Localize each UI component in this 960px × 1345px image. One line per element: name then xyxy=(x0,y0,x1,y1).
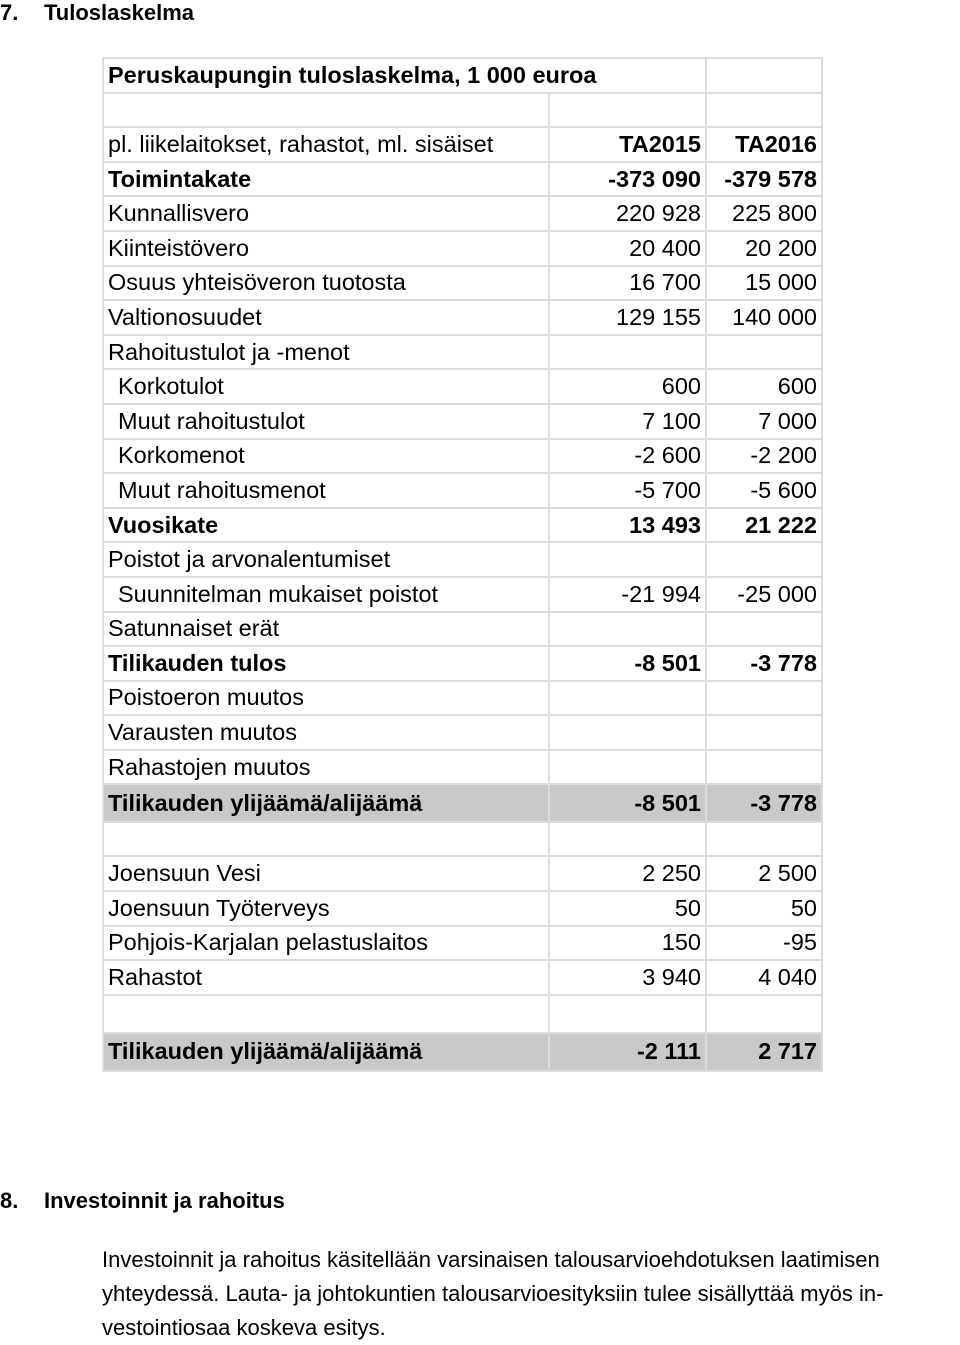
row-label: Satunnaiset erät xyxy=(103,612,549,647)
table-row xyxy=(103,542,822,577)
table-row xyxy=(103,750,822,785)
table-row xyxy=(103,404,822,439)
table-title-row xyxy=(103,58,822,93)
row-value-2015: 20 400 xyxy=(549,231,706,266)
row-value-2015 xyxy=(549,542,706,577)
row-label: Pohjois-Karjalan pelastuslaitos xyxy=(103,926,549,961)
row-value-2015: 129 155 xyxy=(549,300,706,335)
row-value-2015: 150 xyxy=(549,926,706,961)
header-ta2016: TA2016 xyxy=(706,127,822,162)
row-value-2016: -3 778 xyxy=(706,646,822,681)
row-label: Toimintakate xyxy=(103,162,549,197)
table-row xyxy=(103,369,822,404)
row-value-2015 xyxy=(549,750,706,785)
paragraph-line: Investoinnit ja rahoitus käsitellään varsinaisen talousarvioehdotuksen laatimisen xyxy=(102,1247,880,1272)
row-value-2015: -5 700 xyxy=(549,473,706,508)
row-label: Muut rahoitusmenot xyxy=(103,473,549,508)
row-value-2015: -8 501 xyxy=(549,646,706,681)
row-value-2015 xyxy=(549,335,706,370)
paragraph-line: vestointiosaa koskeva esitys. xyxy=(102,1315,386,1340)
row-label: Rahoitustulot ja -menot xyxy=(103,335,549,370)
row-value-2015: -2 600 xyxy=(549,439,706,474)
row-value-2016: -2 200 xyxy=(706,439,822,474)
row-value-2016: -25 000 xyxy=(706,577,822,612)
table-row xyxy=(103,300,822,335)
row-value-2016: 140 000 xyxy=(706,300,822,335)
table-spacer-row xyxy=(103,93,822,128)
table-spacer-row xyxy=(103,822,822,856)
section-title: Tuloslaskelma xyxy=(44,0,194,25)
table-row xyxy=(103,162,822,197)
row-value-2015: 7 100 xyxy=(549,404,706,439)
row-label: Suunnitelman mukaiset poistot xyxy=(103,577,549,612)
row-value-2015: 220 928 xyxy=(549,196,706,231)
table-row xyxy=(103,577,822,612)
table-row xyxy=(103,231,822,266)
row-value-2016: -95 xyxy=(706,926,822,961)
table-row xyxy=(103,856,822,891)
row-label: Valtionosuudet xyxy=(103,300,549,335)
row-value-2016 xyxy=(706,681,822,716)
row-label: Joensuun Vesi xyxy=(103,856,549,891)
table-row xyxy=(103,960,822,995)
income-statement-table xyxy=(102,57,823,1072)
row-value-2015: 2 250 xyxy=(549,856,706,891)
row-value-2015: 3 940 xyxy=(549,960,706,995)
table-title: Peruskaupungin tuloslaskelma, 1 000 euroa xyxy=(103,58,706,93)
row-label: Tilikauden tulos xyxy=(103,646,549,681)
table-row xyxy=(103,715,822,750)
row-label: Rahastot xyxy=(103,960,549,995)
row-value-2016: -379 578 xyxy=(706,162,822,197)
table-row xyxy=(103,891,822,926)
row-value-2015: 600 xyxy=(549,369,706,404)
table-row xyxy=(103,266,822,301)
row-value-2016: 600 xyxy=(706,369,822,404)
section-number: 7. xyxy=(0,0,19,25)
row-value-2016 xyxy=(706,335,822,370)
row-value-2016: 20 200 xyxy=(706,231,822,266)
table-row xyxy=(103,508,822,543)
row-value-2016 xyxy=(706,715,822,750)
row-label: Osuus yhteisöveron tuotosta xyxy=(103,266,549,301)
row-label: Varausten muutos xyxy=(103,715,549,750)
table-row xyxy=(103,439,822,474)
row-label: Poistot ja arvonalentumiset xyxy=(103,542,549,577)
row-value-2015 xyxy=(549,681,706,716)
row-label: Kiinteistövero xyxy=(103,231,549,266)
table-row xyxy=(103,612,822,647)
table-spacer-row xyxy=(103,995,822,1033)
table-row xyxy=(103,473,822,508)
section-8-heading xyxy=(0,1188,285,1214)
row-value-2016 xyxy=(706,542,822,577)
row-value-2016: 15 000 xyxy=(706,266,822,301)
row-label: Tilikauden ylijäämä/alijäämä xyxy=(103,1033,549,1071)
row-value-2016: 4 040 xyxy=(706,960,822,995)
total-row xyxy=(103,1033,822,1071)
row-value-2015: 16 700 xyxy=(549,266,706,301)
section-number: 8. xyxy=(0,1188,19,1213)
table-row xyxy=(103,196,822,231)
row-label: Vuosikate xyxy=(103,508,549,543)
row-value-2016: 225 800 xyxy=(706,196,822,231)
row-value-2016 xyxy=(706,750,822,785)
header-label: pl. liikelaitokset, rahastot, ml. sisäiset xyxy=(103,127,549,162)
row-value-2016: 50 xyxy=(706,891,822,926)
row-value-2016: -3 778 xyxy=(706,784,822,822)
row-value-2015: -2 111 xyxy=(549,1033,706,1071)
row-label: Poistoeron muutos xyxy=(103,681,549,716)
row-value-2016: 7 000 xyxy=(706,404,822,439)
row-label: Tilikauden ylijäämä/alijäämä xyxy=(103,784,549,822)
row-value-2015: 50 xyxy=(549,891,706,926)
row-value-2015: -373 090 xyxy=(549,162,706,197)
section-title: Investoinnit ja rahoitus xyxy=(44,1188,285,1213)
row-label: Korkomenot xyxy=(103,439,549,474)
row-value-2015: -21 994 xyxy=(549,577,706,612)
row-label: Korkotulot xyxy=(103,369,549,404)
row-value-2016: 2 717 xyxy=(706,1033,822,1071)
header-ta2015: TA2015 xyxy=(549,127,706,162)
row-value-2015: -8 501 xyxy=(549,784,706,822)
row-value-2015: 13 493 xyxy=(549,508,706,543)
row-label: Muut rahoitustulot xyxy=(103,404,549,439)
body-paragraph xyxy=(102,1243,958,1345)
row-label: Kunnallisvero xyxy=(103,196,549,231)
row-label: Rahastojen muutos xyxy=(103,750,549,785)
table-header-row xyxy=(103,127,822,162)
row-value-2016: 2 500 xyxy=(706,856,822,891)
paragraph-line: yhteydessä. Lauta- ja johtokuntien talousarvioesityksiin tulee sisällyttää myös in- xyxy=(102,1281,884,1306)
row-value-2015 xyxy=(549,612,706,647)
row-value-2015 xyxy=(549,715,706,750)
row-value-2016 xyxy=(706,612,822,647)
total-row xyxy=(103,784,822,822)
table-row xyxy=(103,335,822,370)
section-7-heading xyxy=(0,0,194,26)
row-value-2016: -5 600 xyxy=(706,473,822,508)
table-row xyxy=(103,926,822,961)
row-label: Joensuun Työterveys xyxy=(103,891,549,926)
table-row xyxy=(103,646,822,681)
table-row xyxy=(103,681,822,716)
row-value-2016: 21 222 xyxy=(706,508,822,543)
